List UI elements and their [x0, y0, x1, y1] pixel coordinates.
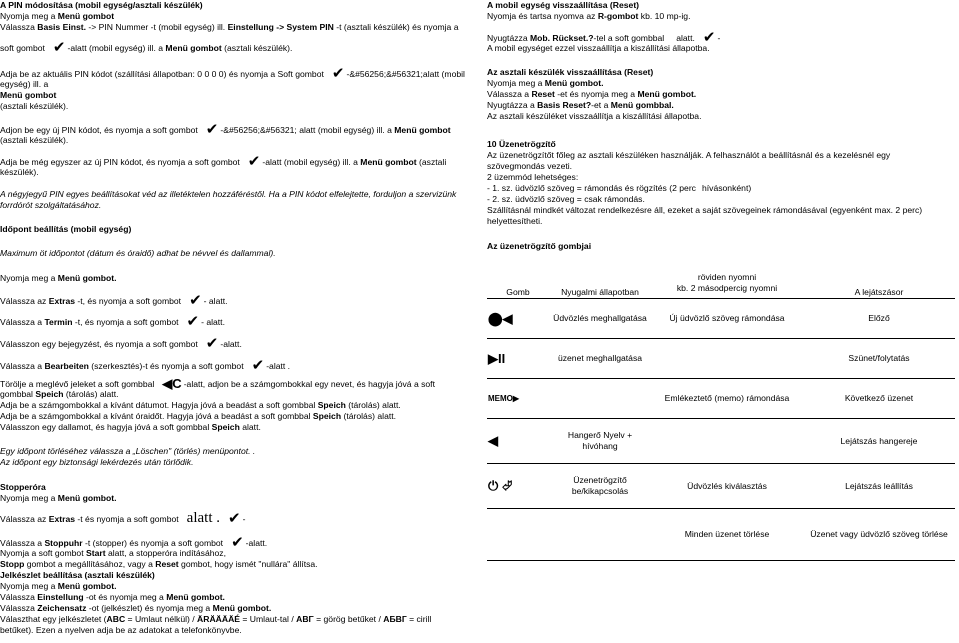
- volume-icon: ◀: [488, 433, 498, 448]
- backspace-icon: ◀C: [162, 376, 182, 391]
- table-row: ▶II üzenet meghallgatása Szünet/folytatás: [487, 339, 955, 379]
- table-row: Minden üzenet törlése Üzenet vagy üdvözlő szöveg törlése: [487, 509, 955, 561]
- checkmark-icon: ✔: [228, 510, 241, 527]
- answering-machine-buttons-table: [487, 268, 955, 561]
- checkmark-icon: ✔: [231, 534, 244, 551]
- table-header: Nyugalmi állapotban: [549, 268, 651, 299]
- checkmark-icon: ✔: [205, 121, 219, 138]
- checkmark-icon: ✔: [52, 39, 66, 56]
- checkmark-icon: ✔: [186, 313, 200, 330]
- checkmark-icon: ✔: [251, 357, 265, 374]
- table-row: MEMO▶ Emlékeztető (memo) rámondása Következő üzenet: [487, 379, 955, 419]
- table-row: ⬤◀ Üdvözlés meghallgatása Új üdvözlő szöveg rámondása Előző: [487, 299, 955, 339]
- table-header: A lejátszásor: [803, 268, 955, 299]
- pin-heading: A PIN módosítása (mobil egység/asztali készülék): [0, 0, 203, 10]
- checkmark-icon: ✔: [247, 153, 261, 170]
- checkmark-icon: ✔: [702, 29, 716, 46]
- table-header: Gomb: [487, 268, 549, 299]
- mobile-reset-heading: A mobil egység visszaállítása (Reset): [487, 0, 640, 10]
- answering-machine-heading: 10 Üzenetrögzítő: [487, 139, 556, 149]
- table-row: ⏻ ⏎ Üzenetrögzítő be/kikapcsolás Üdvözlés kiválasztás Lejátszás leállítás: [487, 464, 955, 509]
- stopwatch-heading: Stopperóra: [0, 482, 46, 492]
- charset-heading: Jelkészlet beállítása (asztali készülék): [0, 570, 155, 580]
- checkmark-icon: ✔: [331, 65, 345, 82]
- checkmark-icon: ✔: [205, 335, 219, 352]
- time-setting-heading: Időpont beállítás (mobil egység): [0, 224, 132, 234]
- table-header-row: [487, 268, 955, 299]
- memo-icon: MEMO▶: [488, 394, 520, 403]
- checkmark-icon: ✔: [189, 292, 202, 309]
- base-reset-heading: Az asztali készülék visszaállítása (Reset): [487, 67, 654, 77]
- power-stop-icon: ⏻ ⏎: [488, 478, 513, 493]
- greeting-button-icon: ⬤◀: [488, 310, 513, 326]
- table-header: röviden nyomni kb. 2 másodpercig nyomni: [651, 268, 803, 299]
- table-row: ◀ Hangerő Nyelv + hívóhang Lejátszás hangereje: [487, 419, 955, 464]
- buttons-heading: Az üzenetrögzítő gombjai: [487, 241, 592, 251]
- play-pause-icon: ▶II: [488, 350, 506, 366]
